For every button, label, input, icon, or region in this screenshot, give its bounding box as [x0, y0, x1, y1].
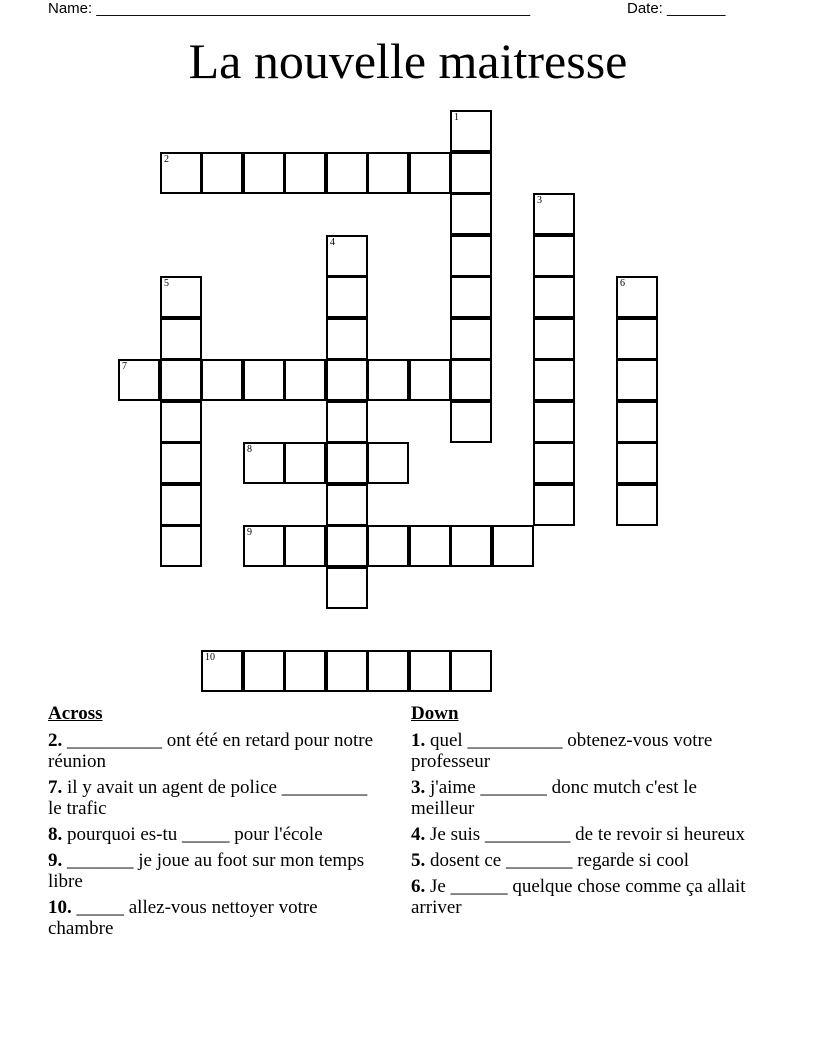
clue-text: quel __________ obtenez-vous votre professeur [411, 730, 713, 772]
grid-cell[interactable] [243, 525, 285, 567]
grid-cell[interactable] [284, 152, 326, 194]
grid-cell[interactable] [533, 442, 575, 484]
clue-across-9 [48, 850, 383, 892]
grid-cell[interactable] [326, 525, 368, 567]
grid-cell[interactable] [326, 152, 368, 194]
cell-number: 2 [164, 154, 169, 165]
grid-cell[interactable] [284, 525, 326, 567]
grid-cell[interactable] [533, 276, 575, 318]
clue-text: _____ allez-vous nettoyer votre chambre [48, 897, 318, 939]
grid-cell[interactable] [533, 318, 575, 360]
grid-cell[interactable] [160, 152, 202, 194]
cell-number: 9 [247, 527, 252, 538]
page-title: La nouvelle maitresse [188, 33, 628, 89]
clue-down-6 [411, 876, 751, 918]
grid-cell[interactable] [243, 442, 285, 484]
grid-cell[interactable] [450, 359, 492, 401]
clue-across-10 [48, 897, 383, 939]
grid-cell[interactable] [409, 152, 451, 194]
grid-cell[interactable] [616, 359, 658, 401]
date-field-label: Date: _______ [627, 0, 726, 17]
grid-cell[interactable] [533, 235, 575, 277]
grid-cell[interactable] [492, 525, 534, 567]
cell-number: 6 [620, 278, 625, 289]
clue-text: il y avait un agent de police _________ le trafic [48, 777, 368, 819]
across-heading: Across [48, 703, 103, 724]
grid-cell[interactable] [160, 401, 202, 443]
grid-cell[interactable] [326, 650, 368, 692]
clue-number: 3. [411, 777, 426, 798]
grid-cell[interactable] [367, 359, 409, 401]
grid-cell[interactable] [533, 484, 575, 526]
grid-cell[interactable] [616, 442, 658, 484]
grid-cell[interactable] [450, 193, 492, 235]
clue-number: 2. [48, 730, 63, 751]
grid-cell[interactable] [284, 359, 326, 401]
grid-cell[interactable] [533, 359, 575, 401]
grid-cell[interactable] [326, 484, 368, 526]
cell-number: 7 [122, 361, 127, 372]
grid-cell[interactable] [450, 525, 492, 567]
grid-cell[interactable] [450, 235, 492, 277]
clue-number: 7. [48, 777, 63, 798]
cell-number: 5 [164, 278, 169, 289]
grid-cell[interactable] [409, 525, 451, 567]
grid-cell[interactable] [616, 318, 658, 360]
grid-cell[interactable] [160, 525, 202, 567]
grid-cell[interactable] [326, 442, 368, 484]
grid-cell[interactable] [326, 235, 368, 277]
cell-number: 1 [454, 112, 459, 123]
grid-cell[interactable] [450, 276, 492, 318]
grid-cell[interactable] [367, 650, 409, 692]
down-heading: Down [411, 703, 459, 724]
cell-number: 4 [330, 237, 335, 248]
cell-number: 10 [205, 652, 215, 663]
grid-cell[interactable] [243, 650, 285, 692]
grid-cell[interactable] [326, 567, 368, 609]
clue-down-3 [411, 777, 751, 819]
grid-cell[interactable] [367, 152, 409, 194]
grid-cell[interactable] [616, 401, 658, 443]
grid-cell[interactable] [326, 359, 368, 401]
grid-cell[interactable] [450, 401, 492, 443]
down-clues [411, 703, 751, 923]
grid-cell[interactable] [160, 442, 202, 484]
clue-text: __________ ont été en retard pour notre réunion [48, 730, 374, 772]
grid-cell[interactable] [450, 318, 492, 360]
grid-cell[interactable] [160, 484, 202, 526]
grid-cell[interactable] [450, 110, 492, 152]
clue-text: j'aime _______ donc mutch c'est le meilleur [411, 777, 697, 819]
clue-text: Je ______ quelque chose comme ça allait arriver [411, 876, 746, 918]
grid-cell[interactable] [284, 650, 326, 692]
clue-number: 6. [411, 876, 426, 897]
grid-cell[interactable] [367, 442, 409, 484]
grid-cell[interactable] [450, 650, 492, 692]
clue-number: 1. [411, 730, 426, 751]
cell-number: 8 [247, 444, 252, 455]
clue-text: dosent ce _______ regarde si cool [430, 850, 690, 871]
clue-text: Je suis _________ de te revoir si heureux [430, 824, 746, 845]
clue-down-5 [411, 850, 751, 871]
grid-cell[interactable] [118, 359, 160, 401]
clue-text: pourquoi es-tu _____ pour l'école [67, 824, 323, 845]
grid-cell[interactable] [326, 401, 368, 443]
grid-cell[interactable] [160, 276, 202, 318]
clue-down-4 [411, 824, 751, 845]
grid-cell[interactable] [326, 318, 368, 360]
clue-across-7 [48, 777, 383, 819]
clue-number: 9. [48, 850, 63, 871]
clue-number: 4. [411, 824, 426, 845]
name-field-label: Name: ____________________________________________________ [48, 0, 531, 17]
clue-down-1 [411, 730, 751, 772]
clue-across-2 [48, 730, 383, 772]
grid-cell[interactable] [326, 276, 368, 318]
grid-cell[interactable] [367, 525, 409, 567]
clue-number: 10. [48, 897, 72, 918]
grid-cell[interactable] [201, 152, 243, 194]
clue-number: 5. [411, 850, 426, 871]
grid-cell[interactable] [616, 276, 658, 318]
grid-cell[interactable] [284, 442, 326, 484]
grid-cell[interactable] [409, 359, 451, 401]
grid-cell[interactable] [409, 650, 451, 692]
grid-cell[interactable] [450, 152, 492, 194]
grid-cell[interactable] [201, 359, 243, 401]
grid-cell[interactable] [533, 401, 575, 443]
across-clues [48, 703, 383, 944]
clue-across-8 [48, 824, 383, 845]
grid-cell[interactable] [160, 359, 202, 401]
grid-cell[interactable] [533, 193, 575, 235]
grid-cell[interactable] [201, 650, 243, 692]
cell-number: 3 [537, 195, 542, 206]
clue-text: _______ je joue au foot sur mon temps libre [48, 850, 365, 892]
grid-cell[interactable] [243, 359, 285, 401]
clue-number: 8. [48, 824, 63, 845]
grid-cell[interactable] [616, 484, 658, 526]
grid-cell[interactable] [243, 152, 285, 194]
grid-cell[interactable] [160, 318, 202, 360]
